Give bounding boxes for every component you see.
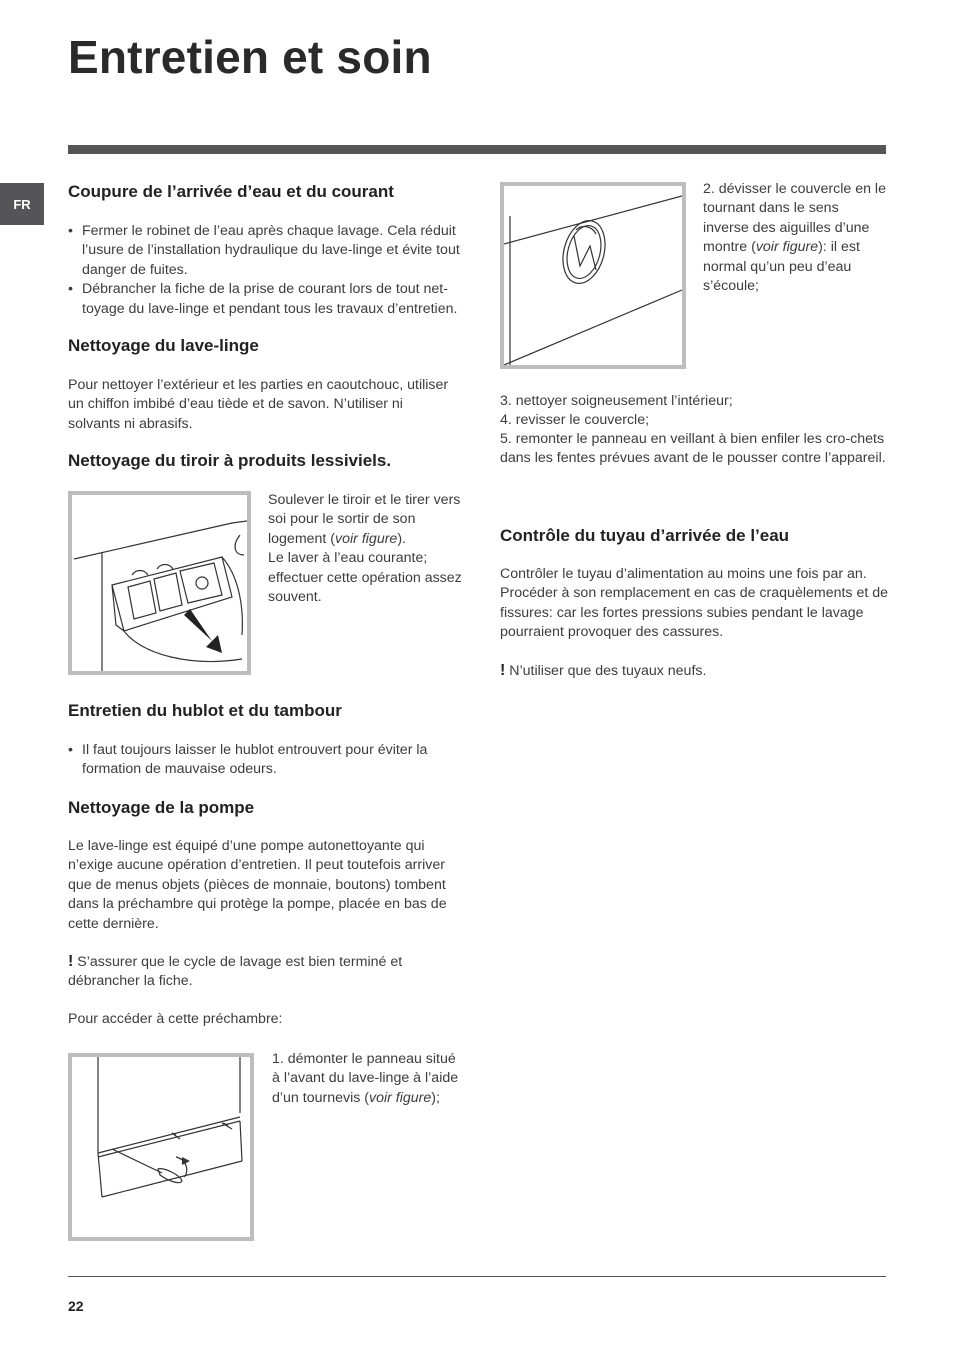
warning-icon: ! — [68, 953, 74, 970]
section-heading-pump: Nettoyage de la pompe — [68, 798, 255, 817]
step1-text: 1. démonter le panneau situé à l’avant du lave-linge à l’aide d’un tournevis (voir figure); — [272, 1051, 459, 1106]
section-heading-water-power: Coupure de l’arrivée d’eau et du courant — [68, 182, 394, 201]
page-title: Entretien et soin — [68, 31, 432, 83]
cleaning-machine-text: Pour nettoyer l’extérieur et les parties en caoutchouc, utiliser un chiffon imbibé d’eau tiède et de savon. N’utiliser ni solvants ni abrasifs. — [68, 377, 449, 432]
list-item: • Débrancher la fiche de la prise de courant lors de tout net-toyage du lave-linge et pendant tous les travaux d’entretien. — [68, 280, 460, 319]
step2-text: 2. dévisser le couvercle en le tournant dans le sens inverse des aiguilles d’une montre (voir figure): il est normal qu’un peu d’eau s’écoule; — [703, 181, 886, 295]
drawer-text: Soulever le tiroir et le tirer vers soi pour le sortir de son logement (voir figure). Le laver à l’eau courante; effectuer cette opération assez souvent. — [268, 492, 462, 606]
language-tab: FR — [0, 183, 44, 225]
door-drum-list — [68, 741, 460, 780]
pump-cover-figure — [500, 182, 686, 369]
section-heading-cleaning-machine: Nettoyage du lave-linge — [68, 336, 259, 355]
panel-illustration — [72, 1057, 250, 1237]
list-item: • Fermer le robinet de l’eau après chaque lavage. Cela réduit l’usure de l’installation hydraulique du lave-linge et évite tout danger de fuites. — [68, 222, 460, 280]
list-item: • Il faut toujours laisser le hublot entrouvert pour éviter la formation de mauvaise odeurs. — [68, 741, 460, 780]
pump-cover-illustration — [504, 186, 682, 365]
drawer-figure — [68, 491, 251, 675]
section-heading-door-drum: Entretien du hublot et du tambour — [68, 701, 342, 720]
section-heading-detergent-drawer: Nettoyage du tiroir à produits lessiviels. — [68, 451, 392, 470]
step5-text: 5. remonter le panneau en veillant à bien enfiler les cro-chets dans les fentes prévues avant de le pousser contre l’appareil. — [500, 431, 886, 467]
warning-icon: ! — [500, 662, 506, 679]
pump-text: Le lave-linge est équipé d’une pompe autonettoyante qui n’exige aucune opération d’entretien. Il peut toutefois arriver que de menus objets (pièces de monnaie, boutons) tombent dans la préchambre qui protège la pompe, placée en bas de cette dernière. — [68, 838, 447, 932]
step3-text: 3. nettoyer soigneusement l’intérieur; — [500, 393, 733, 409]
panel-figure — [68, 1053, 254, 1241]
pump-access-text: Pour accéder à cette préchambre: — [68, 1011, 283, 1027]
hose-warning: ! N’utiliser que des tuyaux neufs. — [500, 662, 707, 679]
pump-warning: ! S’assurer que le cycle de lavage est bien terminé et débrancher la fiche. — [68, 953, 403, 990]
page-number: 22 — [68, 1298, 84, 1314]
drawer-illustration — [72, 495, 247, 671]
hose-check-text: Contrôler le tuyau d’alimentation au moins une fois par an. Procéder à son remplacement en cas de craquèlements et de fissures: car les fortes pressions subies pendant le lavage pourraient provoquer des cassures. — [500, 566, 889, 641]
water-power-list — [68, 222, 460, 319]
footer-rule — [68, 1276, 886, 1277]
header-rule — [68, 145, 886, 154]
section-heading-hose-check: Contrôle du tuyau d’arrivée de l’eau — [500, 526, 790, 545]
step4-text: 4. revisser le couvercle; — [500, 412, 650, 428]
